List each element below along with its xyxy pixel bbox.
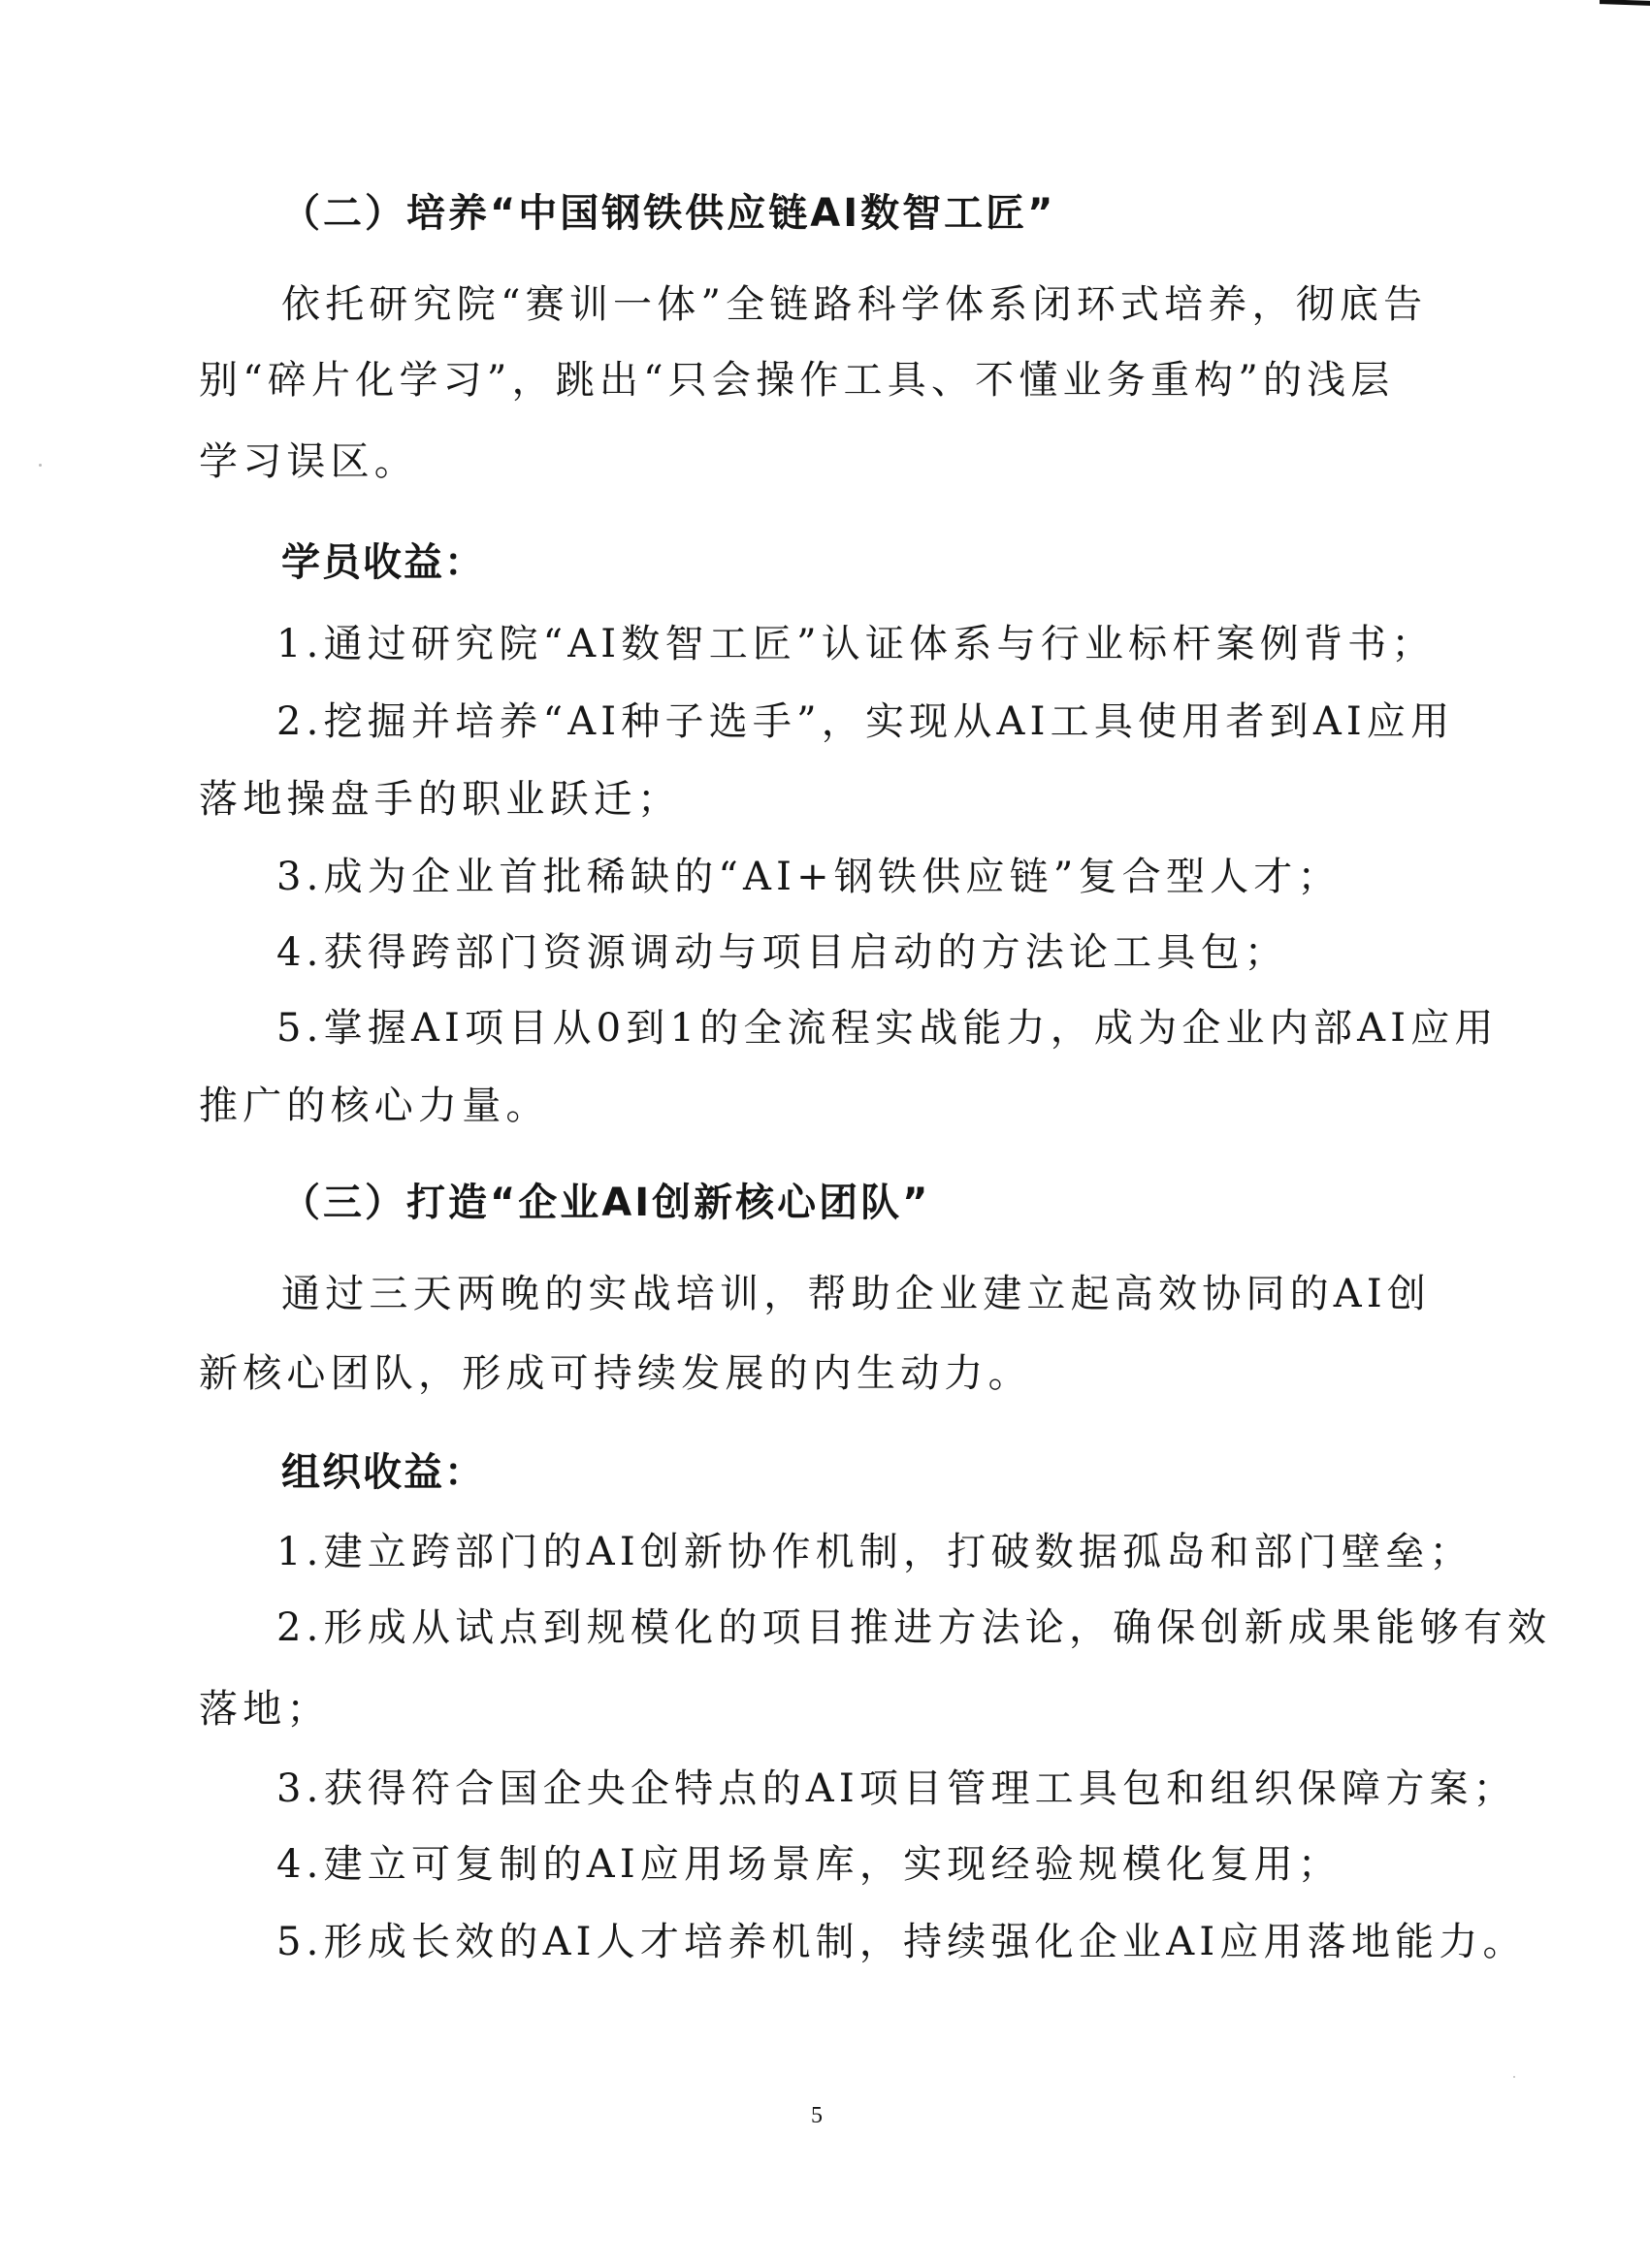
scan-speck (39, 464, 42, 467)
student-benefit-3: 3.成为企业首批稀缺的“AI+钢铁供应链”复合型人才； (276, 855, 1342, 899)
page-number: 5 (811, 2103, 823, 2128)
student-benefit-2: 2.挖掘并培养“AI种子选手”，实现从AI工具使用者到AI应用 (276, 699, 1455, 744)
student-benefits-label: 学员收益： (281, 540, 485, 585)
scan-speck (1513, 2076, 1515, 2078)
scan-edge-mark (1600, 0, 1650, 6)
section-2-intro-line-3: 学习误区。 (199, 439, 418, 484)
org-benefit-1: 1.建立跨部门的AI创新协作机制，打破数据孤岛和部门壁垒； (276, 1530, 1473, 1574)
student-benefit-5: 5.掌握AI项目从0到1的全流程实战能力，成为企业内部AI应用 (276, 1006, 1499, 1051)
org-benefit-3: 3.获得符合国企央企特点的AI项目管理工具包和组织保障方案； (276, 1766, 1517, 1811)
student-benefit-1: 1.通过研究院“AI数智工匠”认证体系与行业标杆案例背书； (276, 622, 1436, 666)
student-benefit-5-cont: 推广的核心力量。 (199, 1084, 550, 1128)
section-2-intro-line-2: 别“碎片化学习”，跳出“只会操作工具、不懂业务重构”的浅层 (199, 358, 1395, 403)
org-benefit-2-cont: 落地； (199, 1687, 331, 1732)
org-benefit-4: 4.建立可复制的AI应用场景库，实现经验规模化复用； (276, 1842, 1343, 1887)
section-3-intro-line-1: 通过三天两晚的实战培训，帮助企业建立起高效协同的AI创 (281, 1272, 1432, 1316)
section-2-intro-line-1: 依托研究院“赛训一体”全链路科学体系闭环式培养，彻底告 (281, 282, 1428, 327)
section-3-intro-line-2: 新核心团队，形成可持续发展的内生动力。 (199, 1351, 1032, 1396)
org-benefit-2: 2.形成从试点到规模化的项目推进方法论，确保创新成果能够有效 (276, 1605, 1552, 1650)
org-benefit-5: 5.形成长效的AI人才培养机制，持续强化企业AI应用落地能力。 (276, 1920, 1527, 1964)
org-benefits-label: 组织收益： (281, 1450, 485, 1495)
section-heading-3: （三）打造“企业AI创新核心团队” (281, 1181, 931, 1225)
student-benefit-4: 4.获得跨部门资源调动与项目启动的方法论工具包； (276, 930, 1288, 975)
student-benefit-2-cont: 落地操盘手的职业跃迁； (199, 777, 682, 822)
section-heading-2: （二）培养“中国钢铁供应链AI数智工匠” (281, 191, 1056, 236)
